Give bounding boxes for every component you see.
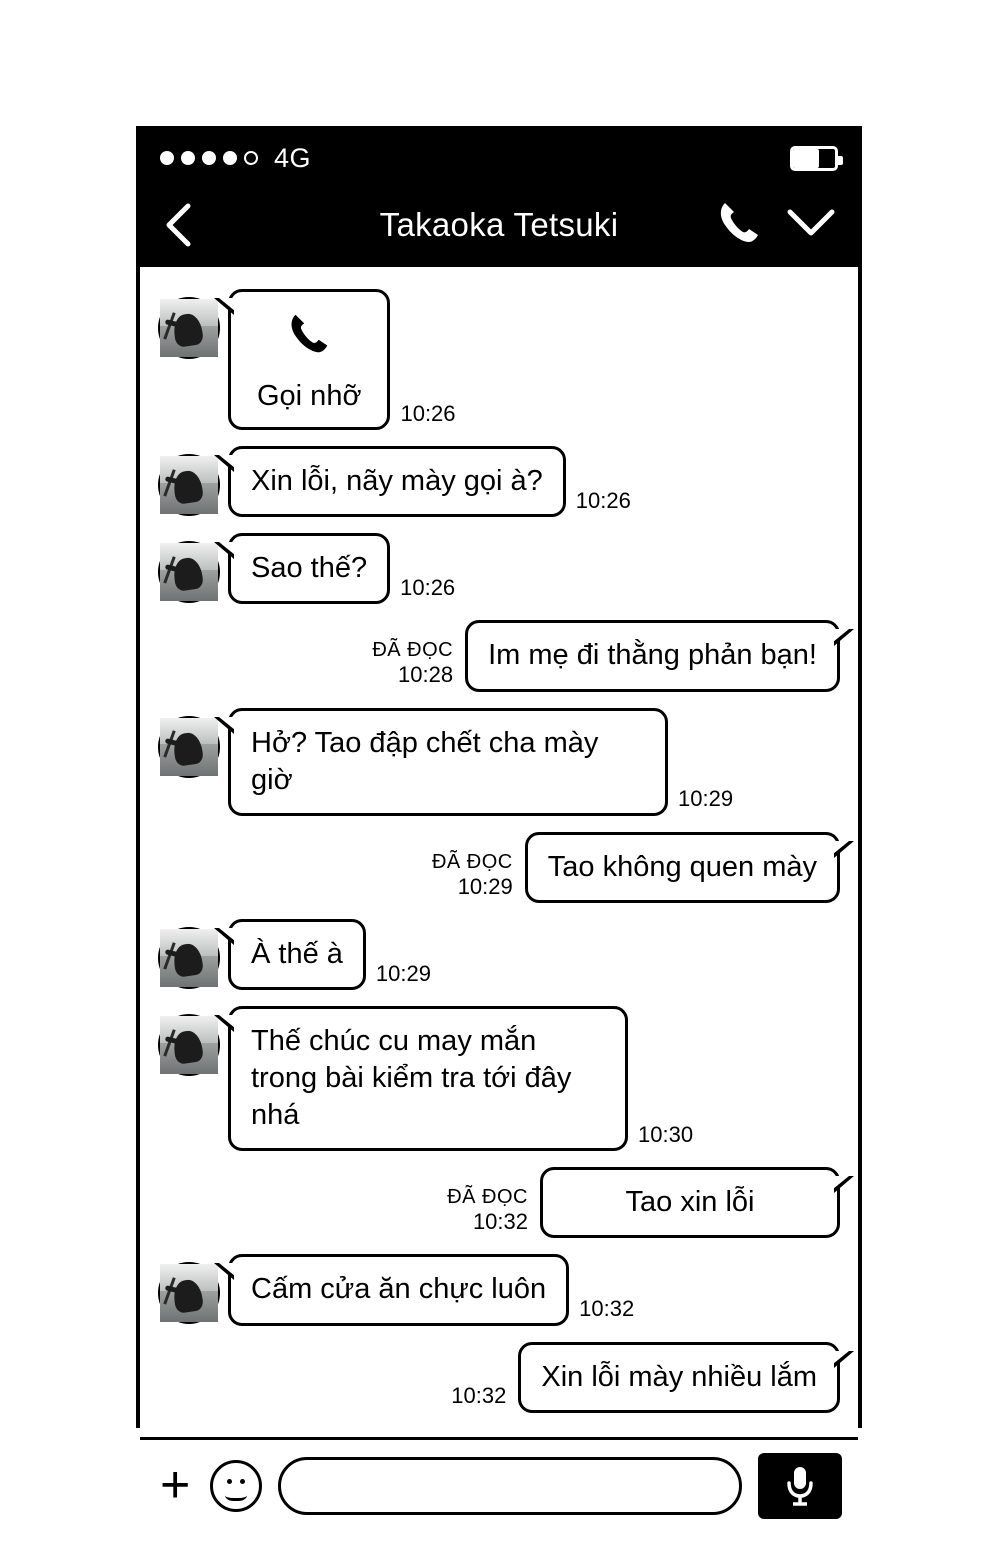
- message-input-bar: [140, 1440, 858, 1532]
- message-text: À thế à: [251, 937, 343, 970]
- message-meta: [376, 961, 431, 986]
- smiley-icon[interactable]: [210, 1460, 262, 1512]
- message-text: Xin lỗi mày nhiều lắm: [541, 1360, 817, 1393]
- missed-call-bubble[interactable]: [228, 289, 390, 430]
- signal-dot: [160, 151, 174, 165]
- avatar[interactable]: [158, 927, 220, 989]
- message-row: [158, 708, 840, 816]
- chevron-down-icon[interactable]: [786, 206, 836, 245]
- timestamp: 10:26: [400, 575, 456, 601]
- signal-strength-dots: [160, 151, 258, 165]
- message-bubble-outgoing[interactable]: [540, 1167, 840, 1238]
- read-receipt: ĐÃ ĐỌC: [431, 850, 513, 873]
- read-receipt: ĐÃ ĐỌC: [372, 639, 454, 662]
- bubble-tail: [214, 717, 234, 734]
- avatar[interactable]: [158, 454, 220, 516]
- message-list[interactable]: [140, 264, 858, 1440]
- avatar[interactable]: [158, 1262, 220, 1324]
- avatar[interactable]: [158, 297, 220, 359]
- signal-dot-empty: [244, 151, 258, 165]
- message-meta: [451, 1383, 506, 1408]
- bubble-tail: [214, 1015, 234, 1032]
- microphone-icon[interactable]: [758, 1453, 842, 1519]
- message-meta: [400, 401, 455, 426]
- message-bubble-outgoing[interactable]: [465, 620, 840, 691]
- message-meta: [678, 786, 733, 811]
- bubble-tail: [834, 841, 854, 858]
- message-text: Tao không quen mày: [547, 850, 817, 883]
- phone-icon[interactable]: [712, 196, 766, 255]
- timestamp: 10:26: [400, 400, 456, 426]
- timestamp: 10:32: [451, 1383, 507, 1409]
- bubble-tail: [214, 298, 234, 315]
- message-meta: [579, 1296, 634, 1321]
- status-bar: [140, 130, 858, 186]
- message-bubble-outgoing[interactable]: [518, 1342, 840, 1413]
- message-meta: [638, 1122, 693, 1147]
- message-text: Im mẹ đi thằng phản bạn!: [488, 639, 817, 672]
- message-row: [158, 1342, 840, 1413]
- message-text: Gọi nhỡ: [257, 380, 362, 413]
- message-bubble-incoming[interactable]: [228, 446, 566, 517]
- avatar[interactable]: [158, 541, 220, 603]
- phone-frame: [136, 126, 862, 1515]
- avatar[interactable]: [158, 1014, 220, 1076]
- message-meta: [400, 575, 455, 600]
- message-row: [158, 620, 840, 691]
- timestamp: 10:29: [678, 786, 734, 812]
- message-text: Hở? Tao đập chết cha mày giờ: [251, 726, 599, 796]
- bubble-tail: [214, 1263, 234, 1280]
- read-receipt: ĐÃ ĐỌC: [447, 1186, 528, 1209]
- phone-icon: [283, 308, 335, 370]
- signal-dot: [181, 151, 195, 165]
- message-text: Cấm cửa ăn chực luôn: [251, 1273, 547, 1306]
- bubble-tail: [834, 629, 854, 646]
- message-row: [158, 919, 840, 990]
- message-bubble-incoming[interactable]: [228, 919, 366, 990]
- message-row: [158, 533, 840, 604]
- battery-icon: [790, 146, 838, 171]
- timestamp: 10:32: [579, 1296, 635, 1322]
- timestamp: 10:28: [398, 662, 454, 688]
- bubble-tail: [214, 542, 234, 559]
- plus-icon[interactable]: +: [160, 1456, 191, 1515]
- bubble-tail: [214, 455, 234, 472]
- message-row: [158, 289, 840, 430]
- bubble-tail: [214, 928, 234, 945]
- message-row: [158, 832, 840, 903]
- avatar[interactable]: [158, 716, 220, 778]
- message-row: [158, 1254, 840, 1325]
- message-meta: [372, 639, 453, 687]
- message-bubble-outgoing[interactable]: [525, 832, 840, 903]
- message-meta: [576, 488, 631, 513]
- signal-dot: [223, 151, 237, 165]
- timestamp: 10:29: [457, 873, 513, 899]
- message-meta: [432, 851, 513, 899]
- message-bubble-incoming[interactable]: [228, 1254, 569, 1325]
- timestamp: 10:29: [375, 960, 431, 986]
- message-bubble-incoming[interactable]: [228, 533, 390, 604]
- bubble-tail: [834, 1351, 854, 1368]
- battery-fill: [793, 149, 819, 168]
- message-row: [158, 446, 840, 517]
- bubble-tail: [834, 1176, 854, 1193]
- chevron-left-icon[interactable]: [162, 202, 196, 248]
- timestamp: 10:30: [638, 1122, 694, 1148]
- message-text: Thế chúc cu may mắn trong bài kiểm tra tới đây nhá: [251, 1024, 572, 1132]
- chat-header: [140, 186, 858, 264]
- timestamp: 10:26: [575, 488, 631, 514]
- message-text: Xin lỗi, nãy mày gọi à?: [251, 465, 543, 498]
- message-bubble-incoming[interactable]: [228, 708, 668, 816]
- message-meta: [447, 1186, 528, 1234]
- page-title: Takaoka Tetsuki: [379, 206, 619, 243]
- message-input[interactable]: [278, 1457, 742, 1515]
- message-row: [158, 1167, 840, 1238]
- message-bubble-incoming[interactable]: [228, 1006, 628, 1151]
- network-type-label: 4G: [274, 142, 312, 173]
- signal-dot: [202, 151, 216, 165]
- message-text: Sao thế?: [251, 552, 368, 585]
- message-text: Tao xin lỗi: [625, 1186, 755, 1219]
- timestamp: 10:32: [472, 1209, 528, 1235]
- message-row: [158, 1006, 840, 1151]
